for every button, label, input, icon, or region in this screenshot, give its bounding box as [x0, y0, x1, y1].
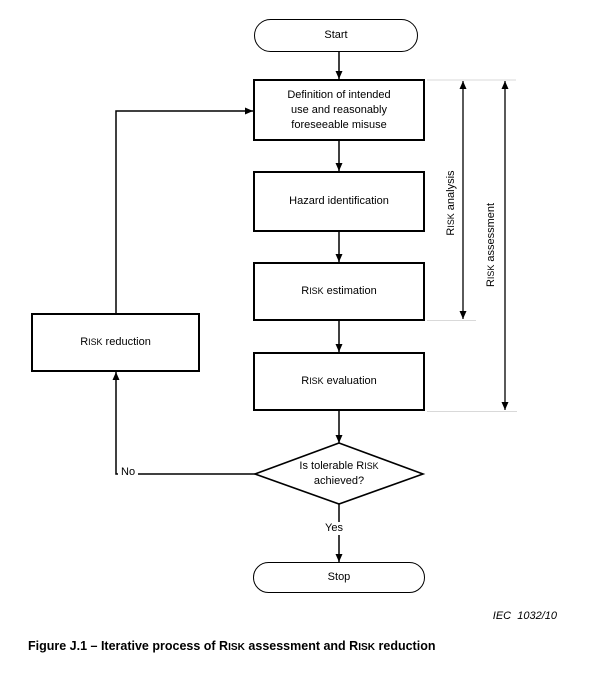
node-definition-line3: foreseeable misuse — [291, 118, 387, 131]
label-risk-assessment: RISK assessment — [485, 202, 497, 288]
node-reduction-label: RISK reduction — [80, 336, 151, 348]
figure-caption: Figure J.1 – Iterative process of RISK assessment and RISK reduction — [28, 639, 436, 653]
figure-credit: IEC 1032/10 — [492, 610, 557, 622]
node-definition-line2: use and reasonably — [290, 103, 387, 116]
node-decision-line1: Is tolerable RISK — [299, 460, 379, 472]
node-definition-line1: Definition of intended — [287, 88, 391, 101]
node-decision-tolerable-risk — [269, 451, 409, 497]
node-risk-evaluation — [253, 352, 425, 411]
arrow-no-to-reduction — [116, 372, 255, 474]
arrow-reduction-to-definition — [116, 111, 253, 313]
label-risk-analysis: RISK analysis — [445, 170, 457, 236]
node-decision-line2: achieved? — [313, 475, 365, 487]
node-stop-label: Stop — [327, 571, 351, 583]
node-risk-estimation — [253, 262, 425, 321]
edge-label-yes: Yes — [322, 522, 346, 535]
node-start — [254, 19, 418, 52]
node-start-label: Start — [324, 29, 348, 41]
node-stop — [253, 562, 425, 593]
node-evaluation-label: RISK evaluation — [301, 375, 377, 387]
node-risk-reduction — [31, 313, 200, 372]
edge-label-no: No — [118, 466, 138, 479]
node-definition-of-intended-use — [253, 79, 425, 141]
node-hazard-label: Hazard identification — [289, 195, 389, 207]
node-estimation-label: RISK estimation — [301, 285, 377, 297]
node-hazard-identification — [253, 171, 425, 232]
